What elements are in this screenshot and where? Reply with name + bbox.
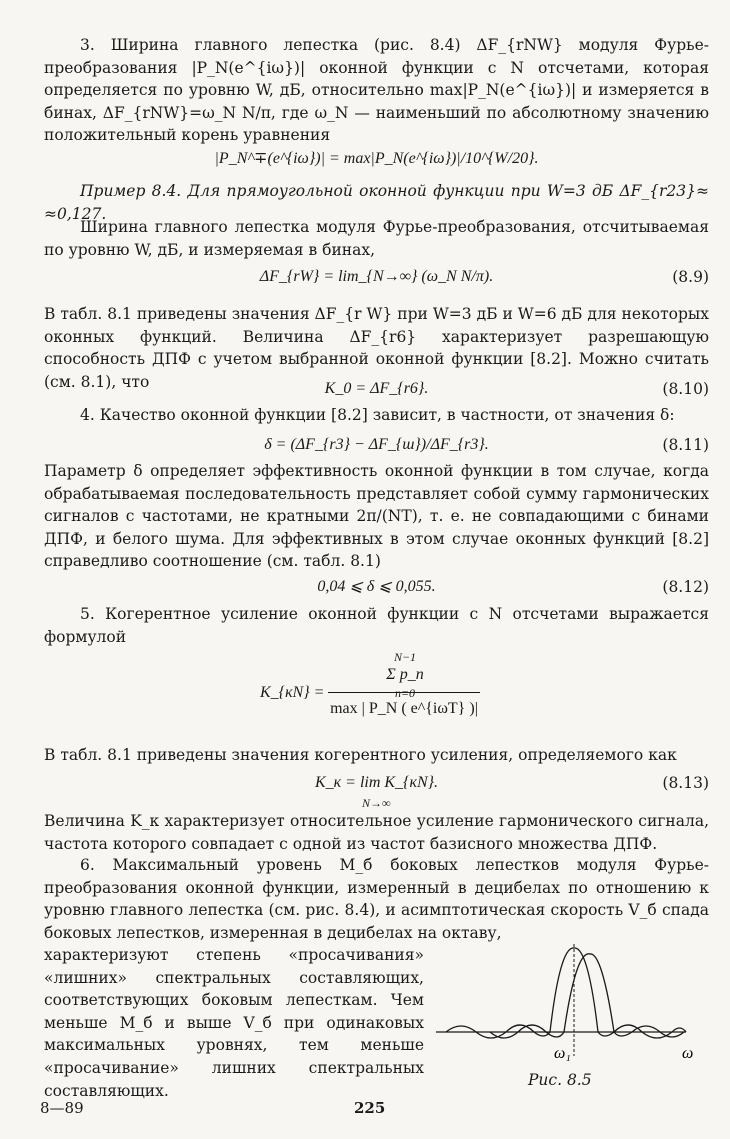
equation-root: |P_N^∓(e^{iω})| = max|P_N(e^{iω})|/10^{W/20}. bbox=[214, 150, 539, 167]
equation-kn-lhs: K_{кN} = bbox=[260, 684, 325, 701]
equation-8-13-number: (8.13) bbox=[662, 774, 709, 792]
fraction-bar bbox=[328, 692, 480, 693]
equation-8-11-number: (8.11) bbox=[662, 436, 709, 454]
equation-8-11-body: δ = (ΔF_{r3} − ΔF_{ш})/ΔF_{r3}. bbox=[264, 436, 489, 453]
table-paragraph: В табл. 8.1 приведены значения ΔF_{r W} при W=3 дБ и W=6 дБ для некоторых оконных функций. Величина ΔF_{r6} характеризует разрешающую способность ДПФ с учетом выбранной оконной функции [8.2]. Можно считать (см. 8.1), что bbox=[44, 305, 709, 391]
kk-paragraph: Величина K_к характеризует относительное усиление гармонического сигнала, частота которого совпадает с одной из частот базисного множества ДПФ. bbox=[44, 812, 709, 853]
equation-8-11 bbox=[44, 432, 709, 458]
param-paragraph: Параметр δ определяет эффективность оконной функции в том случае, когда обрабатываемая последовательность представляет собой сумму гармонических сигналов с частотами, не кратными 2π/(NT), т. е. не совпадающими с бинами ДПФ, и белого шума. Для эффективных в этом случае оконных функций [8.2] справедливо соотношение (см. табл. 8.1) bbox=[44, 462, 709, 571]
equation-8-12 bbox=[44, 574, 709, 600]
paragraph-4: 4. Качество оконной функции [8.2] зависит, в частности, от значения δ: bbox=[80, 406, 675, 424]
equation-8-13 bbox=[44, 770, 709, 810]
paragraph-5: 5. Когерентное усиление оконной функции с N отсчетами выражается формулой bbox=[44, 605, 709, 646]
equation-8-10 bbox=[44, 376, 709, 402]
spectrum-curve-1 bbox=[446, 948, 686, 1038]
equation-8-12-number: (8.12) bbox=[662, 578, 709, 596]
equation-8-9-body: ΔF_{rW} = lim_{N→∞} (ω_N N/π). bbox=[259, 268, 494, 285]
equation-8-9 bbox=[44, 264, 709, 290]
footer-signature: 8—89 bbox=[40, 1099, 84, 1117]
paragraph-6-wrap: характеризуют степень «просачивания» «лишних» спектральных составляющих, соответствующих боковым лепесткам. Чем меньше M_б и выше V_б при одинаковых максимальных уровнях, тем меньше «просачивание» лишних спектральных составляющих. bbox=[44, 946, 424, 1100]
paragraph-3: 3. Ширина главного лепестка (рис. 8.4) ΔF_{rNW} модуля Фурье-преобразования |P_N(e^{iω})| оконной функции с N отсчетами, которая определяется по уровню W, дБ, относительно max|P_N(e^{iω})| и измеряется в бинах, ΔF_{rNW}=ω_N N/π, где ω_N — наименьший по абсолютному значению положительный корень уравнения bbox=[44, 36, 709, 145]
omega-label: ω bbox=[682, 1045, 694, 1062]
equation-kn-denominator: max | P_N ( e^{iωT} )| bbox=[330, 700, 478, 717]
example-8-4: Пример 8.4. Для прямоугольной оконной функции при W=3 дБ ΔF_{r23}≈ ≈0,127. bbox=[44, 182, 709, 223]
equation-8-10-number: (8.10) bbox=[662, 380, 709, 398]
paragraph-6: 6. Максимальный уровень M_б боковых лепестков модуля Фурье-преобразования оконной функции, измеренный в децибелах по отношению к уровню главного лепестка (см. рис. 8.4), и асимптотическая скорость V_б спада боковых лепестков, измеренная в децибелах на октаву, bbox=[44, 856, 709, 942]
figure-caption: Рис. 8.5 bbox=[528, 1071, 592, 1089]
equation-8-10-body: K_0 = ΔF_{r6}. bbox=[324, 380, 429, 397]
equation-8-13-limit: N→∞ bbox=[362, 796, 391, 810]
coherent-paragraph: В табл. 8.1 приведены значения когерентного усиления, определяемого как bbox=[44, 746, 677, 764]
width-paragraph: Ширина главного лепестка модуля Фурье-преобразования, отсчитываемая по уровню W, дБ, и измеряемая в бинах, bbox=[44, 218, 709, 259]
omega1-label: ω₁ bbox=[554, 1045, 571, 1062]
equation-8-13-body: K_к = lim K_{кN}. bbox=[314, 774, 439, 791]
equation-8-9-number: (8.9) bbox=[672, 268, 709, 286]
equation-8-12-body: 0,04 ⩽ δ ⩽ 0,055. bbox=[317, 578, 436, 595]
equation-kn-numerator: N−1 Σ p_n n=0 bbox=[386, 650, 424, 700]
page-number: 225 bbox=[354, 1099, 386, 1117]
equation-kn bbox=[240, 648, 500, 738]
